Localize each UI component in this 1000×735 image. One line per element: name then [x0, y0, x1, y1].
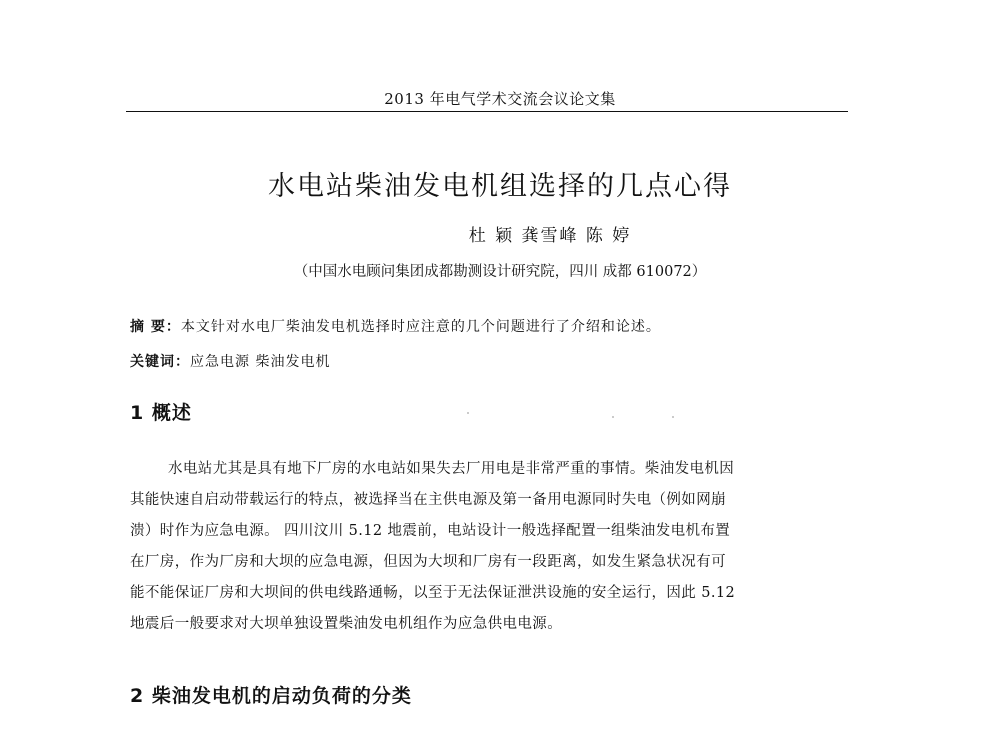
abstract [130, 316, 661, 336]
body-line: 地震后一般要求对大坝单独设置柴油发电机组作为应急供电电源。 [130, 616, 563, 632]
body-line: 能不能保证厂房和大坝间的供电线路通畅，以至于无法保证泄洪设施的安全运行，因此 5.12 [130, 585, 736, 601]
keywords-label: 关键词： [130, 354, 190, 370]
section-heading-overview: 1 概述 [130, 402, 192, 424]
authors: 杜 颖 龚雪峰 陈 婷 [468, 226, 632, 246]
abstract-text: 本文针对水电厂柴油发电机选择时应注意的几个问题进行了介绍和论述。 [180, 319, 661, 335]
scan-speck [612, 416, 614, 418]
body-line: 水电站尤其是具有地下厂房的水电站如果失去厂用电是非常严重的事情。柴油发电机因 [168, 461, 735, 477]
body-line: 在厂房，作为厂房和大坝的应急电源，但因为大坝和厂房有一段距离，如发生紧急状况有可 [130, 554, 726, 570]
running-head: 2013 年电气学术交流会议论文集 [384, 90, 616, 108]
paper-title: 水电站柴油发电机组选择的几点心得 [268, 171, 732, 202]
keywords [130, 351, 330, 371]
affiliation: （中国水电顾问集团成都勘测设计研究院，四川 成都 610072） [293, 264, 707, 280]
section-body-overview [130, 454, 852, 640]
keywords-text: 应急电源 柴油发电机 [190, 354, 331, 370]
body-line: 其能快速自启动带载运行的特点，被选择当在主供电源及第一备用电源同时失电（例如网崩 [130, 492, 726, 508]
scan-speck [467, 412, 469, 414]
section-heading-startup-loads: 2 柴油发电机的启动负荷的分类 [130, 685, 412, 707]
scan-speck [672, 416, 674, 418]
body-line: 溃）时作为应急电源。 四川汶川 5.12 地震前，电站设计一般选择配置一组柴油发电机布置 [130, 523, 731, 539]
header-rule [126, 111, 848, 112]
abstract-label: 摘 要： [130, 319, 181, 335]
